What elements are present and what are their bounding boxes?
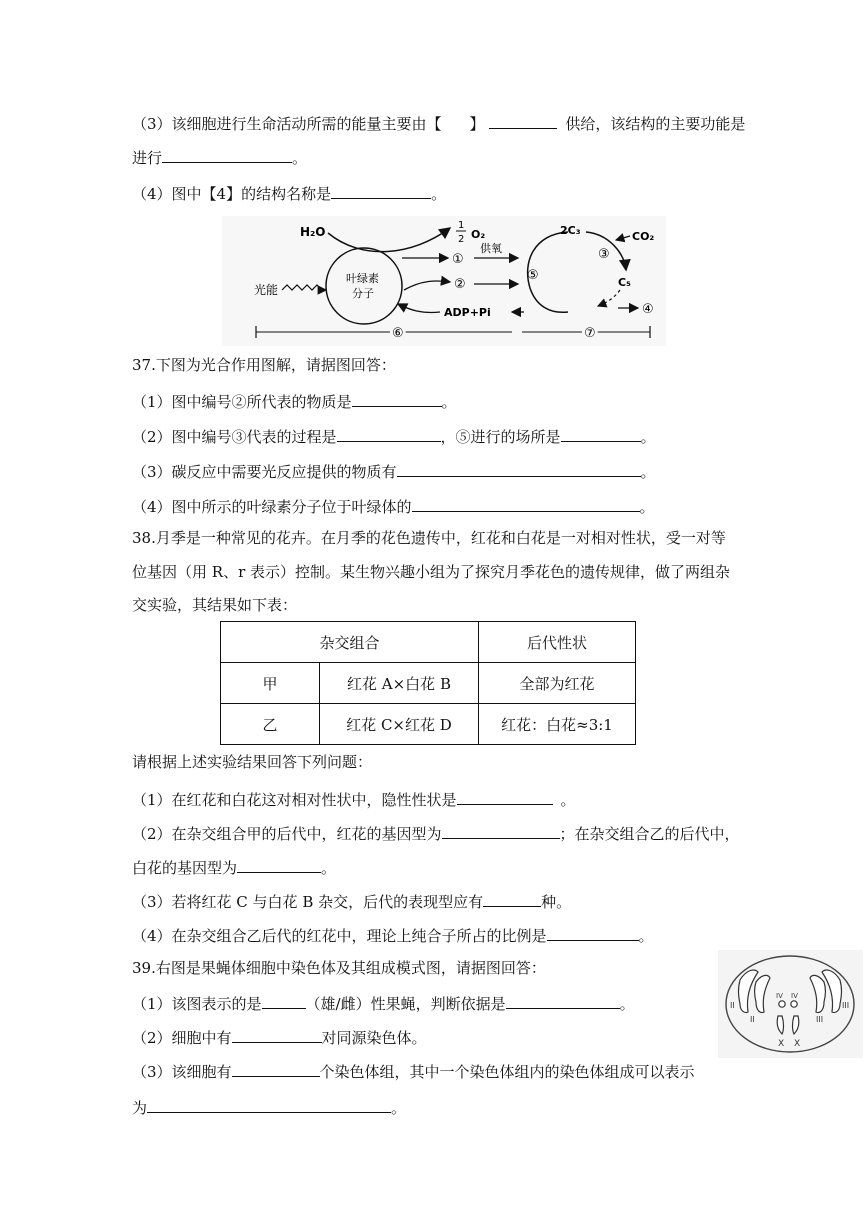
chromosome-iv-dot	[779, 1001, 785, 1007]
header-offspring: 后代性状	[479, 622, 636, 663]
label-x-left: X	[778, 1039, 785, 1049]
c5-label: C₅	[618, 276, 631, 289]
table-header-row	[221, 622, 636, 663]
o2-fraction-num: 1	[458, 220, 465, 231]
q37-part2: （2）图中编号③代表的过程是 ，⑤进行的场所是 。	[132, 425, 656, 447]
co2-label: CO₂	[632, 230, 655, 243]
row-label: 甲	[221, 663, 320, 704]
row-result: 全部为红花	[479, 663, 636, 704]
q38-part3: （3）若将红花 C 与白花 B 杂交，后代的表现型应有 种。	[132, 890, 571, 912]
q37-title: 37.下图为光合作用图解，请据图回答：	[132, 356, 396, 374]
answer-blank[interactable]	[483, 890, 541, 907]
q39-title: 39.右图是果蝇体细胞中染色体及其组成模式图，请据图回答：	[132, 959, 546, 977]
q37-part4: （4）图中所示的叶绿素分子位于叶绿体的 。	[132, 495, 655, 517]
answer-blank[interactable]	[489, 112, 557, 129]
answer-blank[interactable]	[457, 788, 553, 805]
light-energy-label: 光能	[254, 283, 279, 297]
q39-part2: （2）细胞中有 对同源染色体。	[132, 1026, 427, 1048]
label-iii-inner: III	[816, 1015, 824, 1024]
answer-blank[interactable]	[232, 1060, 320, 1077]
o2-fraction-den: 2	[458, 234, 465, 245]
answer-blank[interactable]	[506, 992, 620, 1009]
row-cross: 红花 C×红花 D	[320, 704, 479, 745]
label-iii-right: III	[842, 1001, 850, 1010]
label-3: ③	[598, 247, 610, 262]
label-2: ②	[454, 277, 466, 292]
label-4: ④	[642, 302, 654, 317]
chlorophyll-label-2: 分子	[352, 287, 374, 300]
fruit-fly-chromosome-figure	[718, 950, 863, 1058]
q38-intro-3: 交实验，其结果如下表：	[132, 596, 298, 614]
answer-blank[interactable]	[232, 1026, 322, 1043]
row-label: 乙	[221, 704, 320, 745]
label-ii-left: II	[730, 1001, 735, 1010]
label-iv-right: IV	[791, 992, 798, 1000]
q36-part4: （4）图中【4】的结构名称是 。	[132, 182, 446, 204]
chromosome-iv-dot	[791, 1001, 797, 1007]
q38-part2-line1: （2）在杂交组合甲的后代中，红花的基因型为 ；在杂交组合乙的后代中，	[132, 822, 740, 844]
q39-part3-line1: （3）该细胞有 个染色体组，其中一个染色体组内的染色体组成可以表示	[132, 1060, 695, 1082]
cross-results-table	[220, 621, 636, 745]
q38-ask: 请根据上述实验结果回答下列问题：	[132, 753, 373, 771]
label-7: ⑦	[584, 326, 596, 341]
table-row	[221, 663, 636, 704]
q38-intro-2: 位基因（用 R、r 表示）控制。某生物兴趣小组为了探究月季花色的遗传规律，做了两组杂	[132, 563, 731, 581]
answer-blank[interactable]	[262, 992, 306, 1009]
answer-blank[interactable]	[237, 856, 321, 873]
q37-part3: （3）碳反应中需要光反应提供的物质有 。	[132, 460, 656, 482]
answer-blank[interactable]	[442, 822, 560, 839]
label-x-right: X	[794, 1039, 801, 1049]
label-iv-left: IV	[776, 992, 783, 1000]
q39-part3-line2: 为 。	[132, 1096, 406, 1118]
h2o-label: H₂O	[300, 225, 326, 239]
q39-part1: （1）该图表示的是 （雄/雌）性果蝇，判断依据是 。	[132, 992, 635, 1014]
chlorophyll-label-1: 叶绿素	[346, 272, 379, 285]
supply-o2-label: 供氧	[480, 242, 502, 255]
q37-part1: （1）图中编号②所代表的物质是 。	[132, 390, 457, 412]
label-6: ⑥	[392, 326, 404, 341]
photosynthesis-diagram	[222, 216, 666, 346]
answer-blank[interactable]	[547, 924, 639, 941]
answer-blank[interactable]	[397, 460, 641, 477]
answer-blank[interactable]	[352, 390, 442, 407]
q38-part4: （4）在杂交组合乙后代的红花中，理论上纯合子所占的比例是 。	[132, 924, 654, 946]
answer-blank[interactable]	[162, 146, 292, 163]
q36-part3-line2: 进行 。	[132, 146, 307, 168]
c3-label: 2C₃	[560, 224, 581, 237]
label-5: ⑤	[527, 268, 539, 283]
label-ii-inner: II	[750, 1015, 755, 1024]
answer-blank[interactable]	[561, 425, 641, 442]
adp-pi-label: ADP+Pi	[444, 306, 491, 319]
answer-blank[interactable]	[337, 425, 441, 442]
row-result: 红花：白花≈3:1	[479, 704, 636, 745]
answer-blank[interactable]	[331, 182, 431, 199]
header-cross-combo: 杂交组合	[221, 622, 479, 663]
label-1: ①	[452, 252, 464, 267]
q38-part1: （1）在红花和白花这对相对性状中，隐性性状是 。	[132, 788, 576, 810]
o2-label: O₂	[471, 228, 486, 241]
table-row	[221, 704, 636, 745]
q38-part2-line2: 白花的基因型为 。	[132, 856, 336, 878]
row-cross: 红花 A×白花 B	[320, 663, 479, 704]
answer-blank[interactable]	[147, 1096, 391, 1113]
q36-part3-line1: （3）该细胞进行生命活动所需的能量主要由【 】 供给，该结构的主要功能是	[132, 112, 745, 134]
q38-intro-1: 38.月季是一种常见的花卉。在月季的花色遗传中，红花和白花是一对相对性状，受一对等	[132, 529, 726, 547]
answer-blank[interactable]	[412, 495, 640, 512]
